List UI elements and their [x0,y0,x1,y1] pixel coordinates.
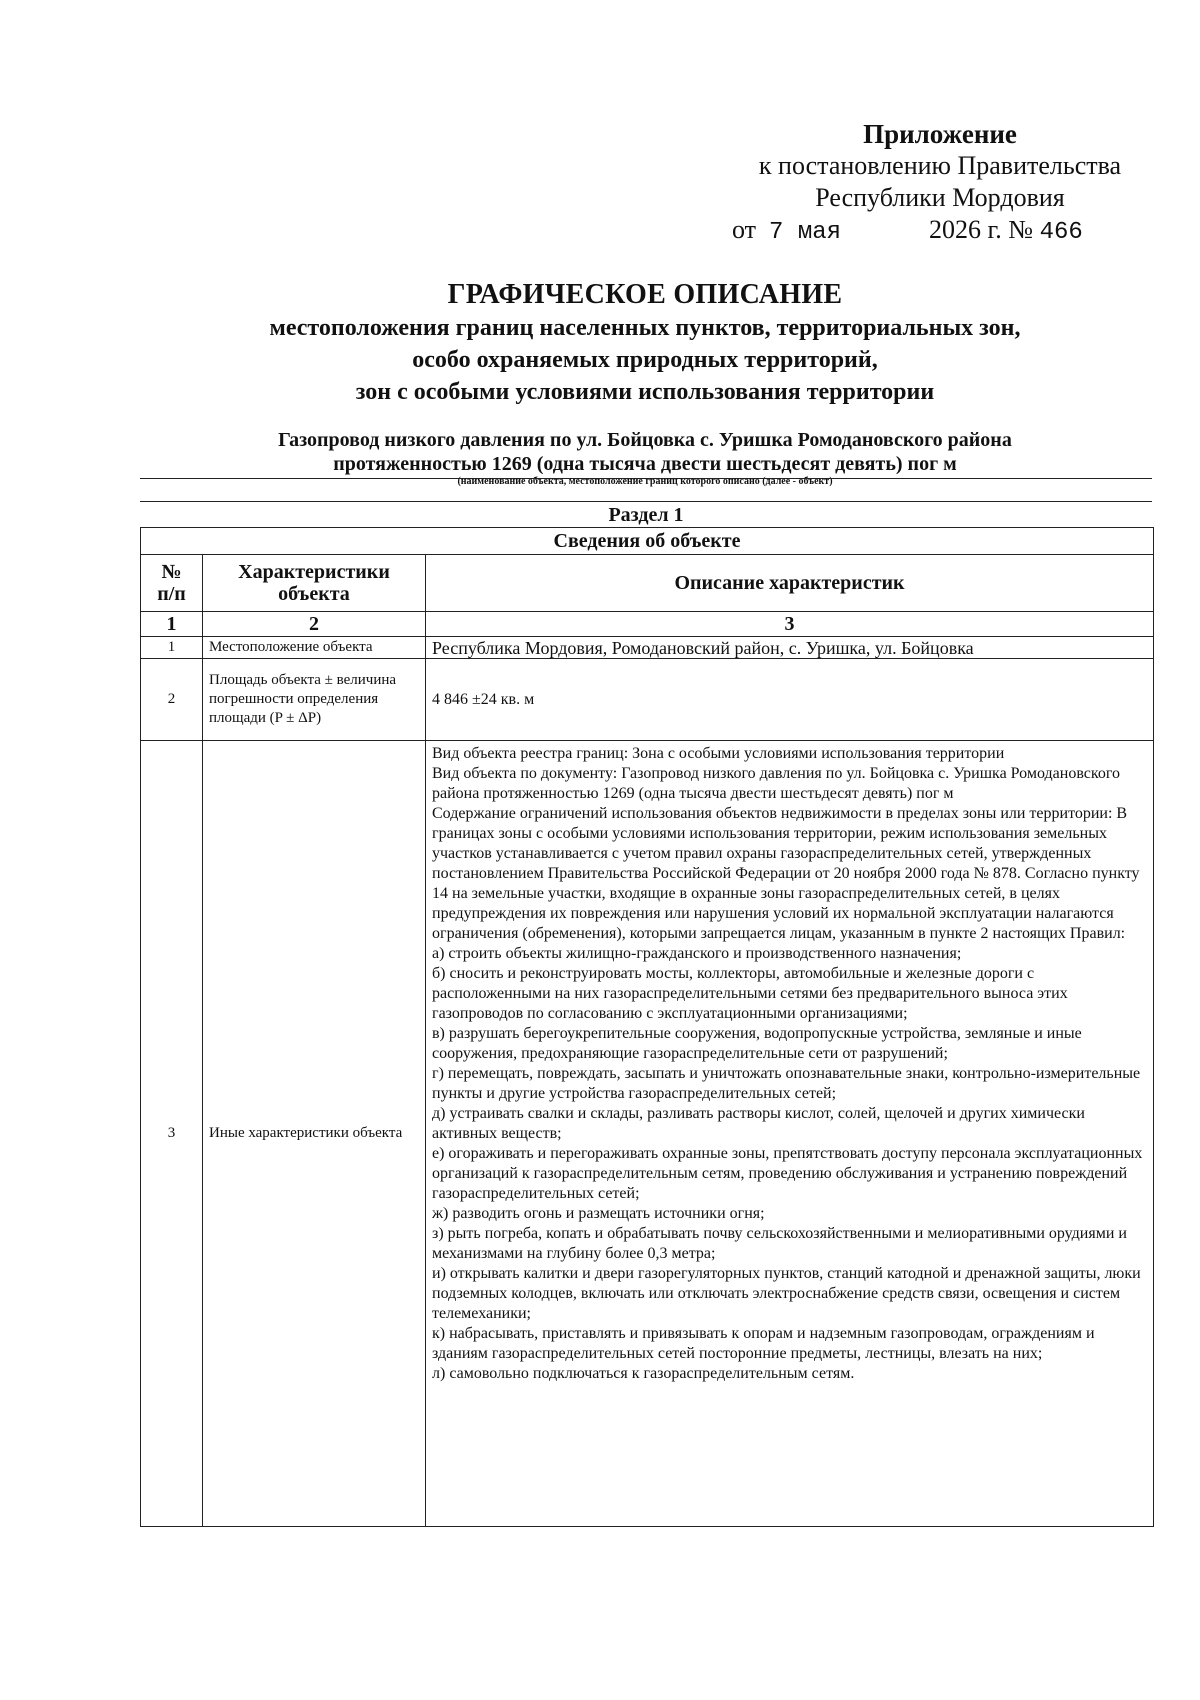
desc-line: е) огораживать и перегораживать охранные зоны, препятствовать доступу персонала эксплуатационных организаций к газораспределительным сетям, проведению обслуживания и устранению повреждений газораспределительных сетей; [432,1145,1143,1202]
row-num: 1 [141,637,203,659]
desc-line: б) сносить и реконструировать мосты, коллекторы, автомобильные и железные дороги с расположенными на них газораспределительными сетями без предварительного выноса этих газопроводов по согласованию с эксплуатационными организациями; [432,965,1068,1022]
row-desc: 4 846 ±24 кв. м [426,659,1154,741]
subtitle-line-2: особо охраняемых природных территорий, [412,347,878,373]
desc-line: г) перемещать, повреждать, засыпать и уничтожать опознавательные знаки, контрольно-измерительные пункты и другие устройства газораспределительных сетей; [432,1065,1141,1102]
date-prefix: от [732,215,757,244]
row-name: Иные характеристики объекта [203,741,426,1527]
desc-line: Содержание ограничений использования объектов недвижимости в пределах зоны или территории: В границах зоны с особыми условиями использования территории, режим использования земельных участков устанавливается с учетом правил охраны газораспределительных сетей, утвержденных постановлением Правительства Российской Федерации от 20 ноября 2000 года № 878. Согласно пункту 14 на земельные участки, входящие в охранные зоны газораспределительных сетей, в целях предупреждения их повреждения или нарушения условий их нормальной эксплуатации налагаются ограничения (обременения), которыми запрещается лицам, указанным в пункте 2 настоящих Правил: [432,805,1140,942]
header-characteristics: Характеристики объекта [203,555,426,612]
col-number-3: 3 [426,612,1154,637]
table-caption-row [141,528,1154,555]
column-number-row [141,612,1154,637]
row-num: 3 [141,741,203,1527]
document-title: ГРАФИЧЕСКОЕ ОПИСАНИЕ [447,279,843,310]
separator-rule [140,501,1152,502]
date-value: 7 мая [769,219,842,246]
object-info-table [140,527,1154,1527]
object-name-line-2: протяженностью 1269 (одна тысяча двести шестьдесят девять) пог м [333,453,957,475]
decree-number: 466 [1039,219,1083,246]
underline-rule [140,478,1152,479]
appendix-line-2: Республики Мордовия [815,183,1065,212]
desc-line: и) открывать калитки и двери газорегуляторных пунктов, станций катодной и дренажной защиты, люки подземных колодцев, включать или отключать электроснабжение средств связи, освещения и систем телемеханики; [432,1265,1141,1322]
row-name: Местоположение объекта [203,637,426,659]
desc-line: л) самовольно подключаться к газораспределительным сетям. [432,1365,855,1382]
table-row [141,637,1154,659]
header-description: Описание характеристик [426,555,1154,612]
appendix-header [732,118,1140,249]
section-title: Раздел 1 [608,504,684,526]
desc-line: Вид объекта по документу: Газопровод низкого давления по ул. Бойцовка с. Уришка Ромодановского района протяженностью 1269 (одна тысяча двести шестьдесят девять) пог м [432,765,1121,802]
object-name-caption: (наименование объекта, местоположение границ которого описано (далее - объект) [457,476,833,487]
desc-line: з) рыть погреба, копать и обрабатывать почву сельскохозяйственными и мелиоративными орудиями и механизмами на глубину более 0,3 метра; [432,1225,1127,1262]
appendix-date [732,214,1140,249]
desc-line: Вид объекта реестра границ: Зона с особыми условиями использования территории [432,745,1005,762]
desc-line: в) разрушать берегоукрепительные сооружения, водопропускные устройства, земляные и иные сооружения, предохраняющие газораспределительные сети от разрушений; [432,1025,1082,1062]
appendix-line-1: к постановлению Правительства [758,151,1122,180]
desc-line: к) набрасывать, приставлять и привязывать к опорам и надземным газопроводам, ограждениям и зданиям газораспределительных сетей посторонние предметы, лестницы, влезать на них; [432,1325,1095,1362]
col-number-1: 1 [141,612,203,637]
subtitle-line-1: местоположения границ населенных пунктов, территориальных зон, [269,315,1021,341]
object-name-line-1: Газопровод низкого давления по ул. Бойцовка с. Уришка Ромодановского района [278,429,1012,451]
table-row [141,741,1154,1527]
desc-line: д) устраивать свалки и склады, разливать растворы кислот, солей, щелочей и других химически активных веществ; [432,1105,1085,1142]
date-year: 2026 г. № [929,215,1034,244]
row-name: Площадь объекта ± величина погрешности определения площади (P ± ΔP) [203,659,426,741]
desc-line: а) строить объекты жилищно-гражданского и производственного назначения; [432,945,962,962]
table-header-row [141,555,1154,612]
object-name [140,428,1150,488]
row-desc: Республика Мордовия, Ромодановский район, с. Уришка, ул. Бойцовка [426,637,1154,659]
desc-line: ж) разводить огонь и размещать источники огня; [432,1205,765,1222]
row-desc [426,741,1154,1527]
table-row [141,659,1154,741]
col-number-2: 2 [203,612,426,637]
document-heading [140,278,1150,408]
subtitle-line-3: зон с особыми условиями использования территории [355,379,935,405]
header-num: № п/п [141,555,203,612]
row-num: 2 [141,659,203,741]
appendix-title: Приложение [863,119,1017,149]
table-caption: Сведения об объекте [141,528,1154,555]
